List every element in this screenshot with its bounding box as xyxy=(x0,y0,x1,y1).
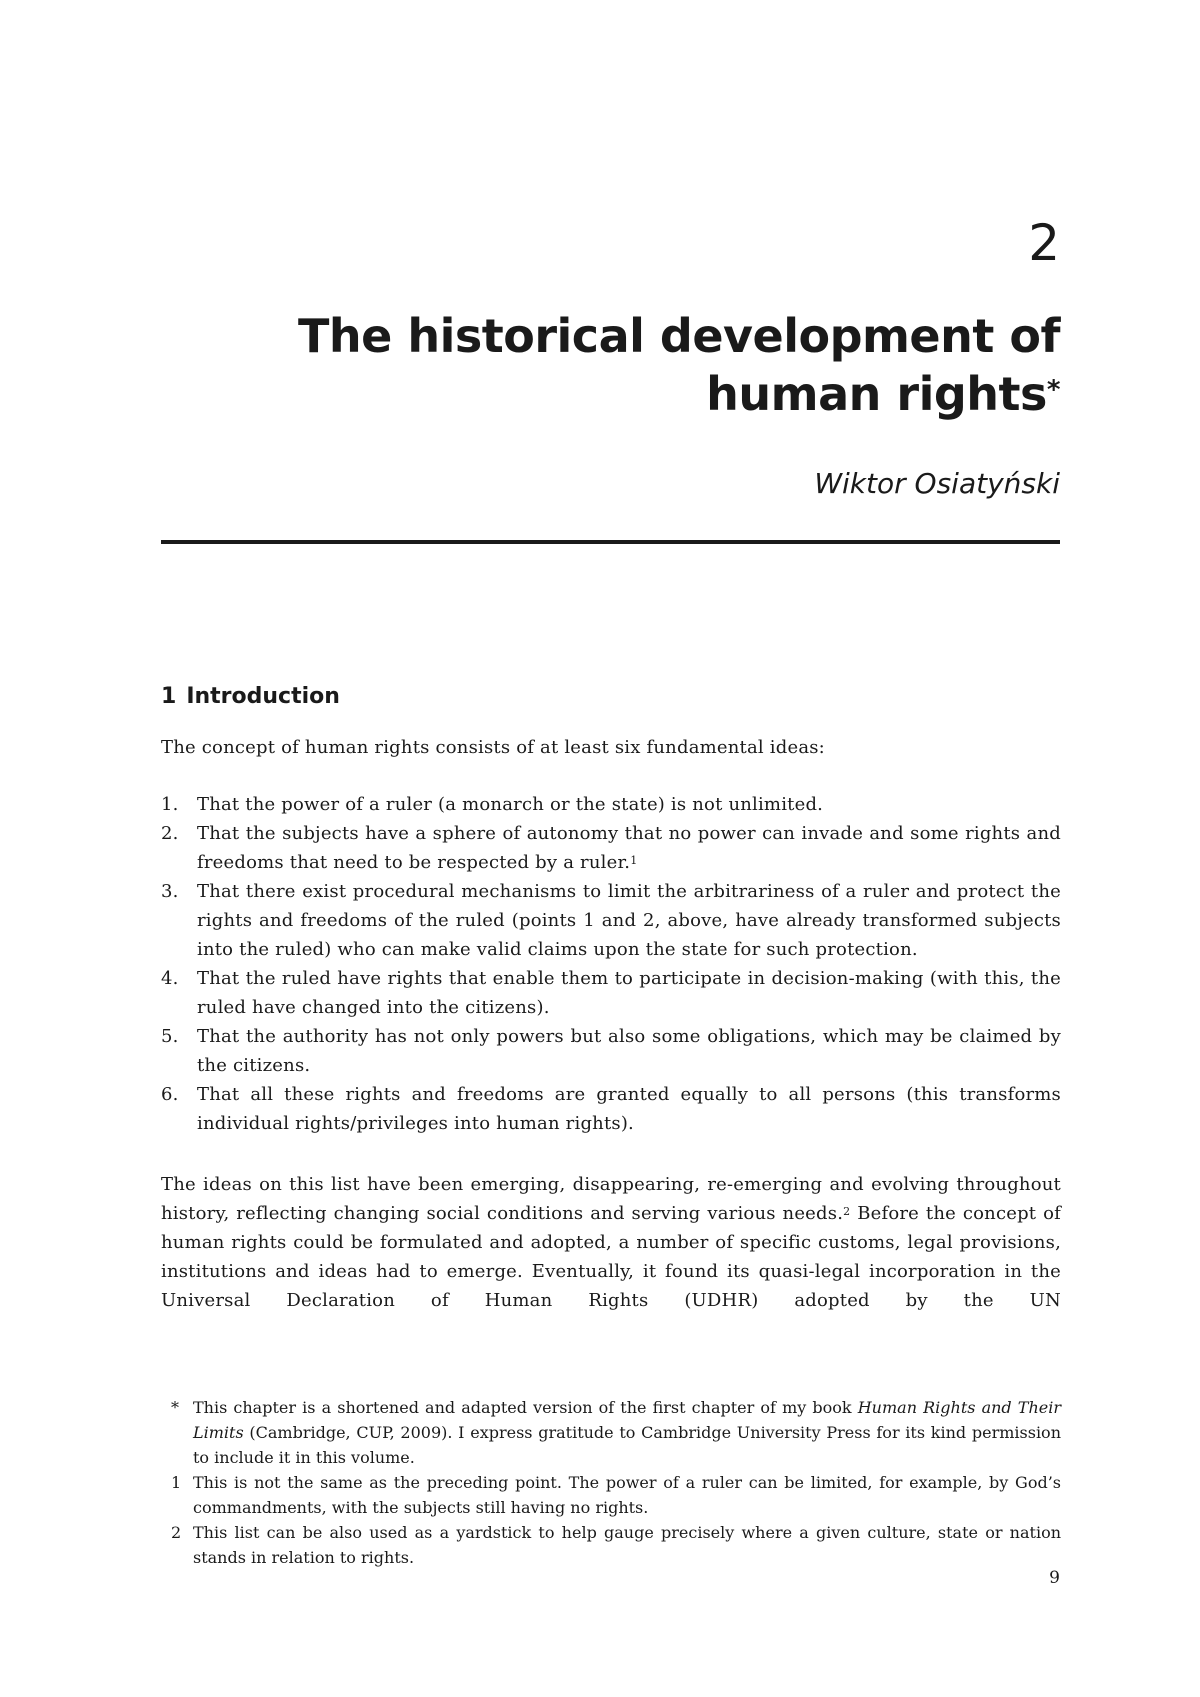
list-item-text: That the subjects have a sphere of autonomy that no power can invade and some rights and freedoms that need to be respected by a ruler. xyxy=(197,823,1061,873)
list-item-text: That all these rights and freedoms are granted equally to all persons (this transforms individual rights/privileges into human rights). xyxy=(197,1084,1061,1134)
book-title: Human Rights and Their Limits xyxy=(193,1398,1061,1442)
list-item-number: 1. xyxy=(161,794,179,815)
footnote-text: This is not the same as the preceding point. The power of a ruler can be limited, for example, by God’s commandments, with the subjects still having no rights. xyxy=(193,1473,1061,1517)
list-item xyxy=(161,790,1061,819)
title-divider xyxy=(161,540,1060,544)
footnotes xyxy=(161,1395,1061,1570)
footnote-1 xyxy=(161,1470,1061,1520)
body-paragraph xyxy=(161,1170,1061,1315)
section-title: Introduction xyxy=(186,684,340,709)
list-item-number: 3. xyxy=(161,881,179,902)
list-item-number: 5. xyxy=(161,1026,179,1047)
chapter-title-footnote-marker: * xyxy=(1046,375,1060,405)
footnote-text: This list can be also used as a yardstick to help gauge precisely where a given culture, state or nation stands in relation to rights. xyxy=(193,1523,1061,1567)
paragraph-part-1: The ideas on this list have been emerging, disappearing, re-emerging and evolving throughout history, reflecting changing social conditions and serving various needs. xyxy=(161,1174,1061,1224)
list-item xyxy=(161,1080,1061,1138)
footnote-marker: 2 xyxy=(171,1523,182,1542)
footnote-ref-2[interactable]: 2 xyxy=(843,1205,851,1218)
footnote-2 xyxy=(161,1520,1061,1570)
ideas-list xyxy=(161,790,1061,1138)
section-heading xyxy=(161,686,340,708)
list-item-text: That the power of a ruler (a monarch or the state) is not unlimited. xyxy=(197,794,824,815)
list-item xyxy=(161,1022,1061,1080)
list-item xyxy=(161,819,1061,877)
footnote-ref-1[interactable]: 1 xyxy=(630,854,638,867)
list-item-number: 6. xyxy=(161,1084,179,1105)
author-name: Wiktor Osiatyński xyxy=(814,467,1060,500)
chapter-number: 2 xyxy=(1028,214,1060,272)
footnote-text: (Cambridge, CUP, 2009). I express gratitude to Cambridge University Press for its kind permission to include it in this volume. xyxy=(193,1423,1061,1467)
list-item-number: 4. xyxy=(161,968,179,989)
list-item-number: 2. xyxy=(161,823,179,844)
chapter-title xyxy=(160,307,1060,423)
paragraph-part-2: Before the concept of human rights could be formulated and adopted, a number of specific customs, legal provisions, institutions and ideas had to emerge. Eventually, it found its quasi-legal incorporation in the Universal Declaration of Human Rights (UDHR) adopted by the UN xyxy=(161,1203,1061,1311)
footnote-marker: 1 xyxy=(171,1473,182,1492)
page-number: 9 xyxy=(1049,1568,1060,1588)
footnote-text: This chapter is a shortened and adapted version of the first chapter of my book xyxy=(193,1398,858,1417)
list-item xyxy=(161,877,1061,964)
list-item xyxy=(161,964,1061,1022)
chapter-title-line-1: The historical development of xyxy=(298,309,1060,363)
footnote-star xyxy=(161,1395,1061,1470)
footnote-marker: * xyxy=(171,1398,179,1417)
chapter-title-line-2: human rights xyxy=(706,367,1047,421)
list-item-text: That there exist procedural mechanisms to limit the arbitrariness of a ruler and protect the rights and freedoms of the ruled (points 1 and 2, above, have already transformed subjects into the ruled) who can make valid claims upon the state for such protection. xyxy=(197,881,1061,960)
list-item-text: That the ruled have rights that enable them to participate in decision-making (with this, the ruled have changed into the citizens). xyxy=(197,968,1061,1018)
intro-sentence: The concept of human rights consists of at least six fundamental ideas: xyxy=(161,737,825,758)
list-item-text: That the authority has not only powers but also some obligations, which may be claimed by the citizens. xyxy=(197,1026,1061,1076)
section-number: 1 xyxy=(161,684,177,709)
